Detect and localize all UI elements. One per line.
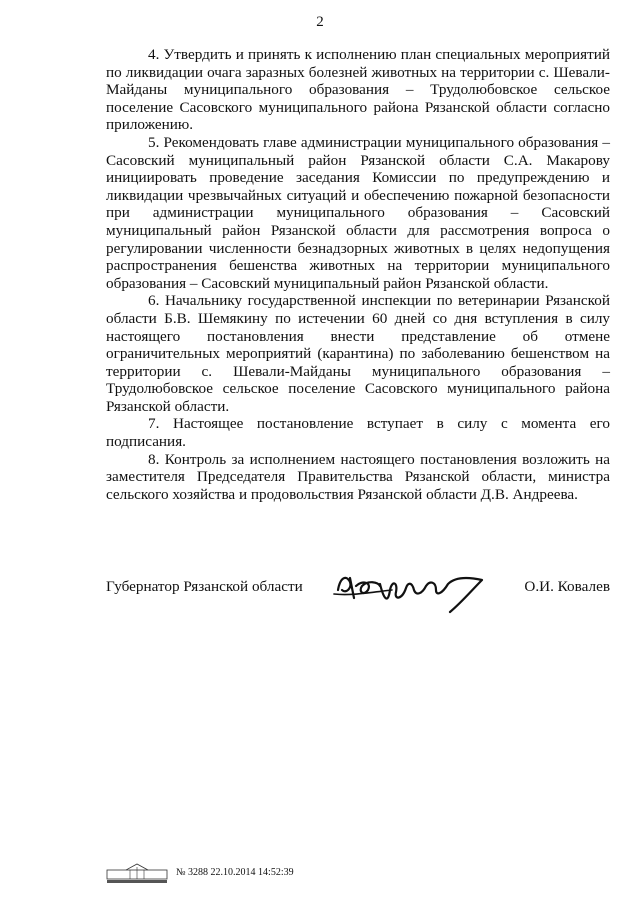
registry-logo-icon [106, 862, 168, 884]
signatory-position: Губернатор Рязанской области [106, 578, 303, 595]
page-number: 2 [316, 14, 324, 30]
paragraph-6: 6. Начальнику государственной инспекции по ветеринарии Рязанской области Б.В. Шемякину по истечении 60 дней со дня вступления в силу настоящего постановления внести представление об отмене ограничительных мероприятий (карантина) по заболеванию бешенством на территории с. Шевали-Майданы муниципального образования – Трудолюбовское сельское поселение Сасовского муниципального района Рязанской области. [106, 292, 610, 415]
signature-block [106, 560, 616, 620]
paragraph-8: 8. Контроль за исполнением настоящего постановления возложить на заместителя Председателя Правительства Рязанской области, министра сельского хозяйства и продовольствия Рязанской области Д.В. Андреева. [106, 450, 610, 503]
handwritten-signature [332, 560, 512, 616]
footer [106, 862, 346, 884]
registration-stamp: № 3288 22.10.2014 14:52:39 [176, 867, 294, 878]
paragraph-5: 5. Рекомендовать главе администрации муниципального образования – Сасовский муниципальный район Рязанской области С.А. Макарову инициировать проведение заседания Комиссии по предупреждению и ликвидации чрезвычайных ситуаций и обеспечению пожарной безопасности при администрации муниципального образования – Сасовский муниципальный район Рязанской области для рассмотрения вопроса о регулировании численности безнадзорных животных в целях недопущения распространения бешенства животных на территории муниципального образования – Сасовский муниципальный район Рязанской области. [106, 133, 610, 292]
paragraph-4: 4. Утвердить и принять к исполнению план специальных мероприятий по ликвидации очага заразных болезней животных на территории с. Шевали-Майданы муниципального образования – Трудолюбовское сельское поселение Сасовского муниципального района Рязанской области согласно приложению. [106, 46, 610, 134]
signatory-name: О.И. Ковалев [524, 578, 610, 595]
paragraph-7: 7. Настоящее постановление вступает в силу с момента его подписания. [106, 415, 610, 451]
document-body [106, 46, 610, 503]
